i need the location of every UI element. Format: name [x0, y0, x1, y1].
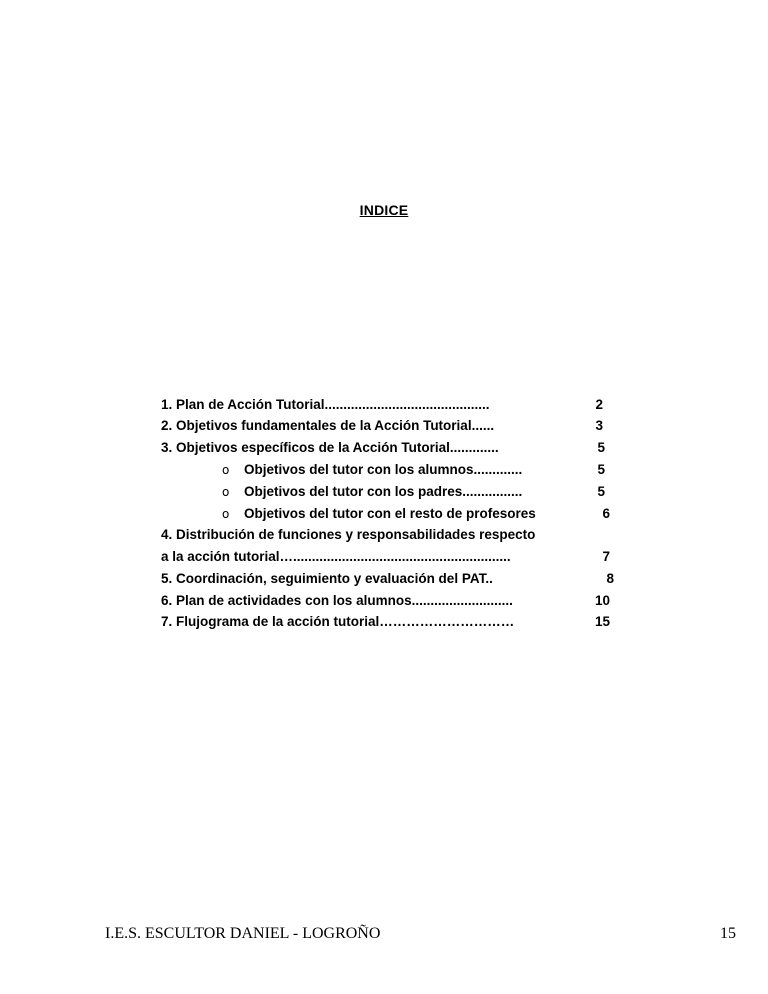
toc-entry-text: 7. Flujograma de la acción tutorial………………………… — [161, 614, 515, 629]
toc-entry-page: 6 — [602, 506, 610, 521]
toc-subentry — [222, 506, 536, 522]
toc-entry-page: 5 — [597, 484, 605, 499]
toc-entry-text: 2. Objetivos fundamentales de la Acción Tutorial...... — [161, 418, 495, 433]
toc-subentry — [222, 484, 522, 500]
toc-entry-page: 10 — [594, 593, 610, 608]
toc-entry-text: Objetivos del tutor con los padres................ — [244, 484, 523, 499]
footer-page-number: 15 — [720, 925, 736, 942]
toc-entry-text: 4. Distribución de funciones y responsabilidades respecto — [161, 527, 536, 542]
toc-entry-text: 5. Coordinación, seguimiento y evaluación del PAT.. — [161, 571, 493, 586]
index-title: INDICE — [359, 202, 409, 218]
toc-entry-page: 8 — [606, 571, 614, 586]
toc-entry-text: 1. Plan de Acción Tutorial............................................ — [161, 397, 490, 412]
toc-entry-page: 3 — [595, 418, 603, 433]
footer-school-name: I.E.S. ESCULTOR DANIEL - LOGROÑO — [105, 925, 381, 942]
toc-entry-page: 15 — [594, 614, 610, 629]
toc-entry-text: a la acción tutorial….......................................................... — [161, 549, 511, 564]
toc-entry-page: 5 — [597, 440, 605, 455]
bullet-marker: o — [222, 463, 230, 477]
toc-entry-page: 7 — [602, 549, 610, 564]
toc-subentry — [222, 462, 522, 478]
toc-entry-text: 6. Plan de actividades con los alumnos........................... — [161, 593, 513, 608]
toc-entry-page: 2 — [595, 397, 603, 412]
bullet-marker: o — [222, 507, 230, 521]
toc-entry-text: Objetivos del tutor con los alumnos............. — [244, 462, 523, 477]
toc-entry-text: 3. Objetivos específicos de la Acción Tutorial............. — [161, 440, 499, 455]
toc-entry-text: Objetivos del tutor con el resto de profesores — [244, 506, 536, 521]
toc-entry-page: 5 — [597, 462, 605, 477]
bullet-marker: o — [222, 485, 230, 499]
